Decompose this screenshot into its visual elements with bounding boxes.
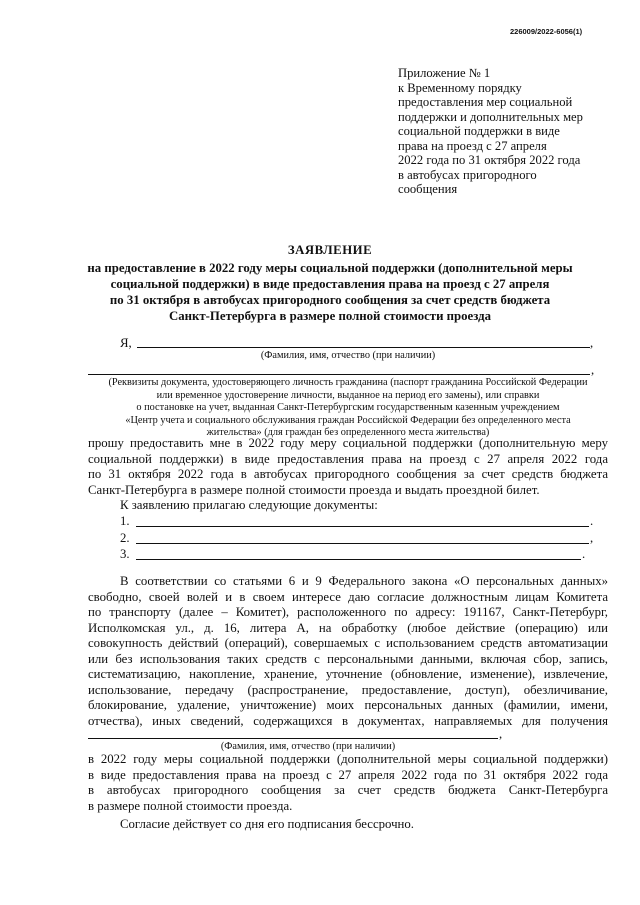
- consent-comma: ,: [499, 727, 503, 741]
- consent-validity: Согласие действует со дня его подписания бессрочно.: [120, 817, 414, 831]
- title-line: по 31 октября в автобусах пригородного сообщения за счет средств бюджета: [109, 293, 551, 307]
- consent-paragraph: В соответствии со статьями 6 и 9 Федерального закона «О персональных данных» свободно, своей волей и в своем интересе даю согласие должностным лицам Комитета по транспорту (далее – Комитет), расположенного по адресу: 191167, Санкт-Петербург, Исполкомская ул., д. 16, литера А, на обработку (любое действие (операцию) или совокупность действий (операций), совершаемых с использованием средств автоматизации или без использования таких средств с персональными данными, включая сбор, запись, систематизацию, накопление, хранение, уточнение (обновление, изменение), извлечение, использование, передачу (распространение, предоставление, доступ), обезличивание, блокирование, удаление, уничтожение) моих персональных данных (фамилии, имени, отчества), иных сведений, содержащихся в документах, направляемых для получения: [88, 574, 608, 728]
- doc-end: ,: [590, 531, 594, 545]
- annex-line: к Временному порядку: [398, 80, 522, 95]
- doc-input-line-2[interactable]: [136, 543, 589, 544]
- doc-input-line-1[interactable]: [136, 526, 589, 527]
- attach-intro: К заявлению прилагаю следующие документы:: [120, 498, 378, 512]
- document-id: 226009/2022-6056(1): [510, 27, 583, 36]
- document-title: [60, 242, 600, 324]
- annex-line: 2022 года по 31 октября 2022 года: [398, 153, 581, 167]
- annex-line: поддержки и дополнительных мер: [398, 109, 583, 124]
- annex-line: социальной поддержки в виде: [398, 124, 560, 138]
- requisites-hint: (Реквизиты документа, удостоверяющего личность гражданина (паспорт гражданина Российской Федерации или временное удостоверение личности, выданное на период его замены), или справки о постановке на учет, выданная Санкт-Петербургским государственным казенным учреждением «Центр учета и социального обслуживания граждан Российской Федерации без определенного места жительства» (для граждан без определенного места жительства): [108, 377, 588, 438]
- title-line: на предоставление в 2022 году меры социальной поддержки (дополнительной меры: [87, 261, 573, 275]
- request-paragraph: прошу предоставить мне в 2022 году меру социальной поддержки (дополнительную меру социальной поддержки) в виде предоставления права на проезд с 27 апреля 2022 года по 31 октября 2022 года в автобусах пригородного сообщения за счет средств бюджета Санкт-Петербурга в размере полной стоимости проезда и выдать проездной билет. К заявлению прилагаю следующие документы:: [88, 436, 608, 512]
- annex-line: предоставления мер социальной: [398, 95, 573, 109]
- fio-hint: (Фамилия, имя, отчество (при наличии): [260, 350, 436, 361]
- annex-line: Приложение № 1: [398, 66, 491, 80]
- title-heading: ЗАЯВЛЕНИЕ: [287, 243, 373, 257]
- doc-number: 1.: [120, 514, 130, 528]
- consent-fio-hint: (Фамилия, имя, отчество (при наличии): [220, 741, 396, 752]
- doc-number: 2.: [120, 531, 130, 545]
- doc-number: 3.: [120, 547, 130, 561]
- annex-line: сообщения: [398, 182, 458, 196]
- annex-block: [398, 66, 633, 197]
- ya-label: Я,: [120, 336, 132, 350]
- consent-fio-input-line[interactable]: [88, 738, 498, 739]
- title-line: Санкт-Петербурга в размере полной стоимости проезда: [169, 309, 491, 323]
- annex-line: права на проезд с 27 апреля: [398, 138, 547, 153]
- doc-end: .: [582, 547, 586, 561]
- fio-comma: ,: [590, 336, 594, 350]
- annex-line: в автобусах пригородного: [398, 167, 537, 182]
- doc-end: .: [590, 514, 594, 528]
- doc-input-line-3[interactable]: [136, 559, 581, 560]
- requisites-input-line[interactable]: [88, 374, 590, 375]
- fio-input-line[interactable]: [137, 347, 590, 348]
- requisites-comma: ,: [591, 363, 595, 377]
- consent-continuation: в 2022 году меры социальной поддержки (дополнительной меры социальной поддержки) в виде предоставления права на проезд с 27 апреля 2022 года по 31 октября 2022 года в автобусах пригородного сообщения за счет средств бюджета Санкт-Петербурга в размере полной стоимости проезда. Согласие действует со дня его подписания бессрочно.: [88, 752, 608, 831]
- title-line: социальной поддержки) в виде предоставления права на проезд с 27 апреля: [110, 277, 550, 291]
